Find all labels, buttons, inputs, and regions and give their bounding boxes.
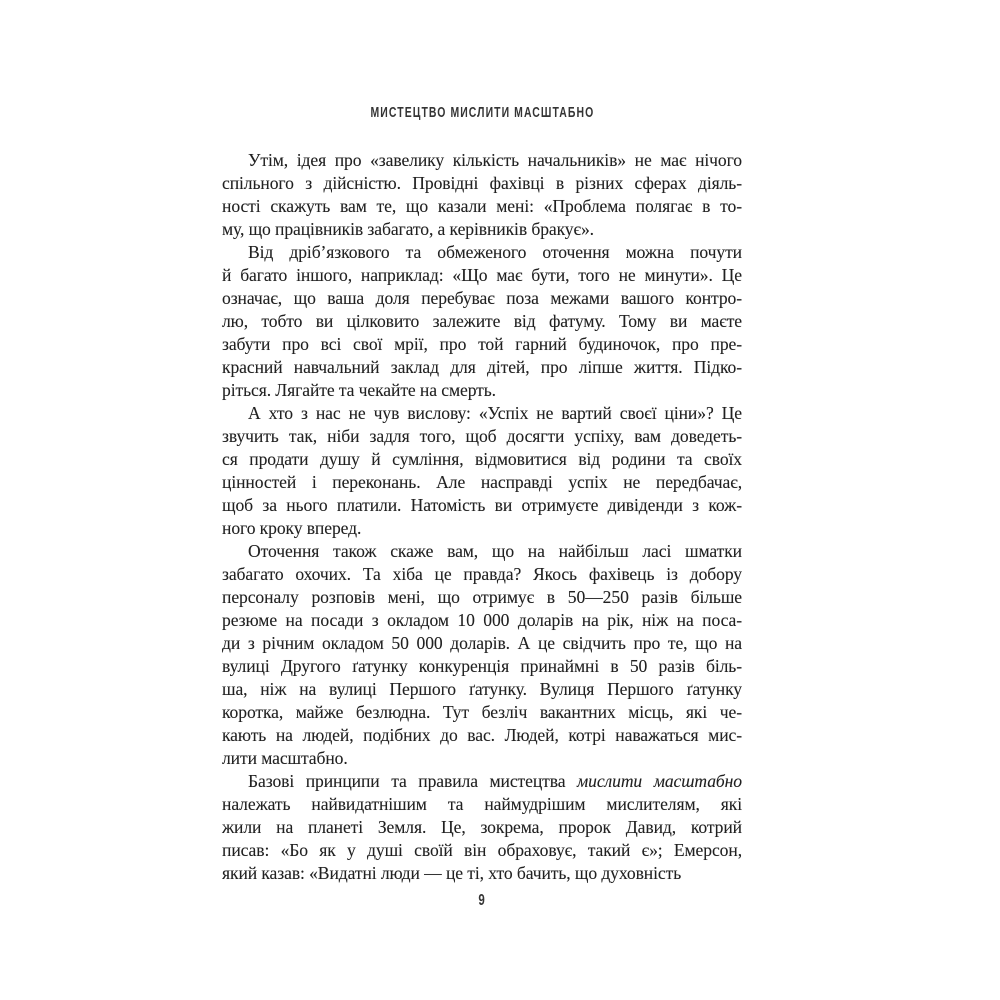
page-number-text: 9 — [478, 892, 486, 909]
text-line — [222, 563, 742, 586]
page-number — [222, 892, 742, 910]
text-line — [222, 540, 742, 563]
text-segment: коротка, майже безлюдна. Тут безліч вакантних місць, які че- — [222, 702, 742, 722]
text-segment: му, що працівників забагато, а керівників бракує». — [222, 219, 594, 239]
text-segment: резюме на посади з окладом 10 000 доларів на рік, ніж на поса- — [222, 610, 742, 630]
text-line — [222, 471, 742, 494]
text-segment: й багато іншого, наприклад: «Що має бути, того не минути». Це — [222, 265, 742, 285]
text-line — [222, 632, 742, 655]
text-line — [222, 310, 742, 333]
text-line — [222, 747, 742, 770]
text-line — [222, 149, 742, 172]
text-segment: вулиці Другого ґатунку конкуренція принаймні в 50 разів біль- — [222, 656, 742, 676]
text-segment: ріться. Лягайте та чекайте на смерть. — [222, 380, 496, 400]
text-line — [222, 816, 742, 839]
text-line — [222, 862, 742, 885]
text-segment: Оточення також скаже вам, що на найбільш ласі шматки — [248, 541, 742, 561]
text-line — [222, 609, 742, 632]
text-line — [222, 655, 742, 678]
text-segment: забагато охочих. Та хіба це правда? Якось фахівець із добору — [222, 564, 742, 584]
text-segment: Базові принципи та правила мистецтва — [248, 771, 578, 791]
paragraph — [222, 540, 742, 770]
text-segment: належать найвидатнішим та наймудрішим мислителям, які — [222, 794, 742, 814]
text-line — [222, 678, 742, 701]
text-line — [222, 379, 742, 402]
text-segment: означає, що ваша доля перебуває поза межами вашого контро- — [222, 288, 742, 308]
text-line — [222, 264, 742, 287]
text-line — [222, 793, 742, 816]
text-segment: писав: «Бо як у душі своїй він обраховує, такий є»; Емерсон, — [222, 840, 742, 860]
text-line — [222, 839, 742, 862]
text-segment: спільного з дійсністю. Провідні фахівці в різних сферах діяль- — [222, 173, 742, 193]
text-line — [222, 448, 742, 471]
text-segment: персоналу розповів мені, що отримує в 50—250 разів більше — [222, 587, 742, 607]
text-line — [222, 770, 742, 793]
text-segment: Від дріб’язкового та обмеженого оточення можна почути — [248, 242, 742, 262]
italic-text-segment: мислити масштабно — [577, 771, 742, 791]
text-line — [222, 241, 742, 264]
text-segment: забути про всі свої мрії, про той гарний будиночок, про пре- — [222, 334, 742, 354]
text-segment: ся продати душу й сумління, відмовитися від родини та своїх — [222, 449, 742, 469]
text-line — [222, 494, 742, 517]
text-segment: ності скажуть вам те, що казали мені: «Проблема полягає в то- — [222, 196, 742, 216]
text-segment: який казав: «Видатні люди — це ті, хто бачить, що духовність — [222, 863, 682, 883]
text-line — [222, 586, 742, 609]
text-line — [222, 356, 742, 379]
text-segment: жили на планеті Земля. Це, зокрема, пророк Давид, котрий — [222, 817, 742, 837]
text-segment: Утім, ідея про «завелику кількість начальників» не має нічого — [248, 150, 742, 170]
running-header — [222, 104, 742, 122]
text-segment: лити масштабно. — [222, 748, 348, 768]
text-segment: цінностей і переконань. Але насправді успіх не передбачає, — [222, 472, 742, 492]
text-line — [222, 701, 742, 724]
text-line — [222, 195, 742, 218]
text-segment: ди з річним окладом 50 000 доларів. А це свідчить про те, що на — [222, 633, 742, 653]
text-segment: лю, тобто ви цілковито залежите від фатуму. Тому ви маєте — [222, 311, 742, 331]
paragraph — [222, 149, 742, 241]
text-segment: щоб за нього платили. Натомість ви отримуєте дивіденди з кож- — [222, 495, 742, 515]
paragraph — [222, 402, 742, 540]
text-segment: звучить так, ніби задля того, щоб досягти успіху, вам доведеть- — [222, 426, 742, 446]
running-header-text: МИСТЕЦТВО МИСЛИТИ МАСШТАБНО — [370, 105, 594, 121]
text-line — [222, 333, 742, 356]
text-segment: ного кроку вперед. — [222, 518, 362, 538]
text-segment: красний навчальний заклад для дітей, про ліпше життя. Підко- — [222, 357, 742, 377]
text-line — [222, 218, 742, 241]
text-line — [222, 724, 742, 747]
text-line — [222, 402, 742, 425]
text-line — [222, 172, 742, 195]
paragraph — [222, 770, 742, 885]
text-segment: ша, ніж на вулиці Першого ґатунку. Вулиця Першого ґатунку — [222, 679, 742, 699]
paragraph — [222, 241, 742, 402]
text-line — [222, 425, 742, 448]
text-segment: кають на людей, подібних до вас. Людей, котрі наважаться мис- — [222, 725, 742, 745]
text-line — [222, 517, 742, 540]
body-text — [222, 149, 742, 885]
text-segment: А хто з нас не чув вислову: «Успіх не вартий своєї ціни»? Це — [248, 403, 742, 423]
text-line — [222, 287, 742, 310]
